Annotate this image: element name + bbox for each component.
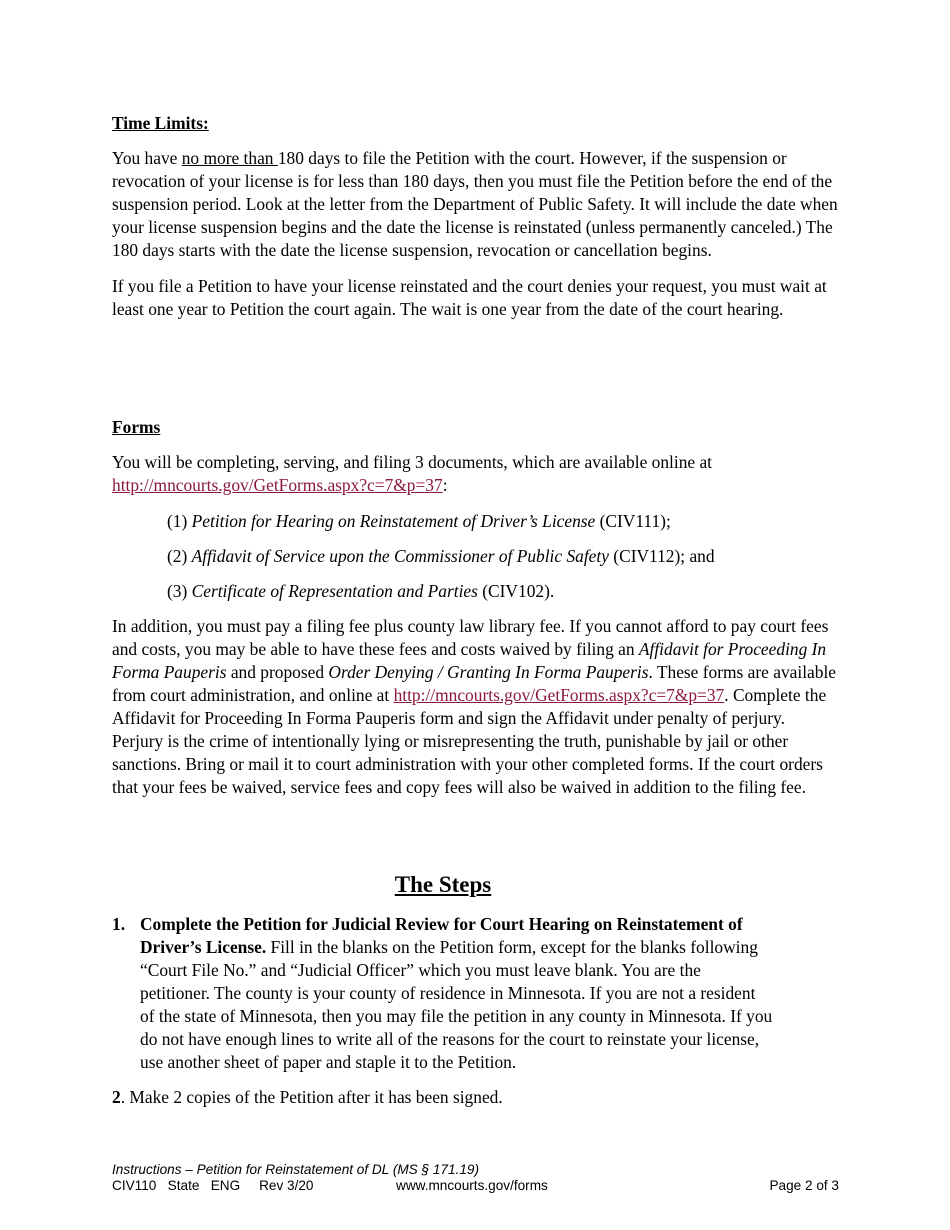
step-item-1 bbox=[112, 913, 774, 1074]
forms-list-item bbox=[112, 510, 840, 533]
step-text bbox=[140, 913, 774, 1074]
footer-website: www.mncourts.gov/forms bbox=[396, 1178, 548, 1193]
footer-row bbox=[112, 1178, 839, 1194]
text-run: . Complete the Affidavit for Proceeding In Forma Pauperis form and sign the Affidavit under penalty of perjury. Perjury is the crime of intentionally lying or misrepresenting the truth, punishable by jail or other sanctions. Bring or mail it to court administration with your other completed forms. If the court orders that your fees be waived, service fees and copy fees will also be waived in addition to the filing fee. bbox=[112, 685, 827, 797]
page-footer bbox=[112, 1162, 839, 1194]
underlined-text: no more than bbox=[181, 148, 278, 168]
step-item-2 bbox=[112, 1086, 774, 1109]
text-run: . Make 2 copies of the Petition after it has been signed. bbox=[120, 1087, 503, 1107]
list-number: (3) bbox=[167, 581, 192, 601]
footer-form-code: CIV110 State ENG Rev 3/20 bbox=[112, 1178, 314, 1193]
footer-title: Instructions – Petition for Reinstatement of DL (MS § 171.19) bbox=[112, 1162, 479, 1177]
fee-paragraph bbox=[112, 615, 840, 799]
forms-intro bbox=[112, 451, 840, 497]
time-limits-heading: Time Limits: bbox=[112, 113, 209, 133]
forms-section bbox=[112, 416, 840, 799]
text-run: . These forms are available from court administration, and online at bbox=[112, 662, 837, 705]
text-run: : bbox=[442, 475, 448, 495]
forms-list-item bbox=[112, 545, 840, 568]
italic-text: Order Denying / Granting In Forma Pauperis bbox=[328, 662, 649, 682]
text-run: You have bbox=[112, 148, 182, 168]
form-code: (CIV112); and bbox=[608, 546, 715, 566]
forms-heading: Forms bbox=[112, 417, 161, 437]
text-run: In addition, you must pay a filing fee plus county law library fee. If you cannot afford to pay court fees and costs, you may be able to have these fees and costs waived by filing an bbox=[112, 616, 829, 659]
time-limits-paragraph-1 bbox=[112, 147, 840, 262]
footer-page-number: Page 2 of 3 bbox=[769, 1178, 839, 1193]
form-code: (CIV111); bbox=[595, 511, 671, 531]
text-run: Fill in the blanks on the Petition form, except for the blanks following “Court File No.” and “Judicial Officer” which you must leave blank. You are the petitioner. The county is your county of residence in Minnesota. If you are not a resident of the state of Minnesota, then you may file the petition in any county in Minnesota. If you do not have enough lines to write all of the reasons for the court to reinstate your license, use another sheet of paper and staple it to the Petition. bbox=[140, 937, 773, 1072]
forms-list-item bbox=[112, 580, 840, 603]
step-number: 2 bbox=[112, 1087, 121, 1107]
forms-link[interactable]: http://mncourts.gov/GetForms.aspx?c=7&p=37 bbox=[112, 475, 443, 495]
step-bold-text: Complete the Petition for Judicial Review for Court Hearing on Reinstatement of Driver’s License. bbox=[140, 914, 743, 957]
text-run: You will be completing, serving, and filing 3 documents, which are available online at bbox=[112, 452, 713, 472]
form-title: Petition for Hearing on Reinstatement of Driver’s License bbox=[191, 511, 596, 531]
form-title: Certificate of Representation and Parties bbox=[191, 581, 478, 601]
list-number: (1) bbox=[167, 511, 192, 531]
step-number: 1. bbox=[112, 914, 126, 934]
form-title: Affidavit of Service upon the Commissioner of Public Safety bbox=[191, 546, 609, 566]
text-run: 180 days to file the Petition with the court. However, if the suspension or revocation of your license is for less than 180 days, then you must file the Petition before the end of the suspension period. Look at the letter from the Department of Public Safety. It will include the date when your license suspension begins and the date the license is reinstated (unless permanently canceled.) The 180 days starts with the date the license suspension, revocation or cancellation begins. bbox=[112, 148, 838, 260]
steps-title: The Steps bbox=[394, 872, 492, 897]
time-limits-paragraph-2: If you file a Petition to have your license reinstated and the court denies your request, you must wait at least one year to Petition the court again. The wait is one year from the date of the court hearing. bbox=[112, 276, 827, 319]
form-code: (CIV102). bbox=[477, 581, 555, 601]
time-limits-section bbox=[112, 112, 840, 321]
italic-text: Affidavit for Proceeding In Forma Pauperis bbox=[112, 639, 827, 682]
text-run: and proposed bbox=[226, 662, 329, 682]
fee-forms-link[interactable]: http://mncourts.gov/GetForms.aspx?c=7&p=37 bbox=[393, 685, 725, 705]
list-number: (2) bbox=[167, 546, 192, 566]
steps-section bbox=[112, 872, 774, 1109]
